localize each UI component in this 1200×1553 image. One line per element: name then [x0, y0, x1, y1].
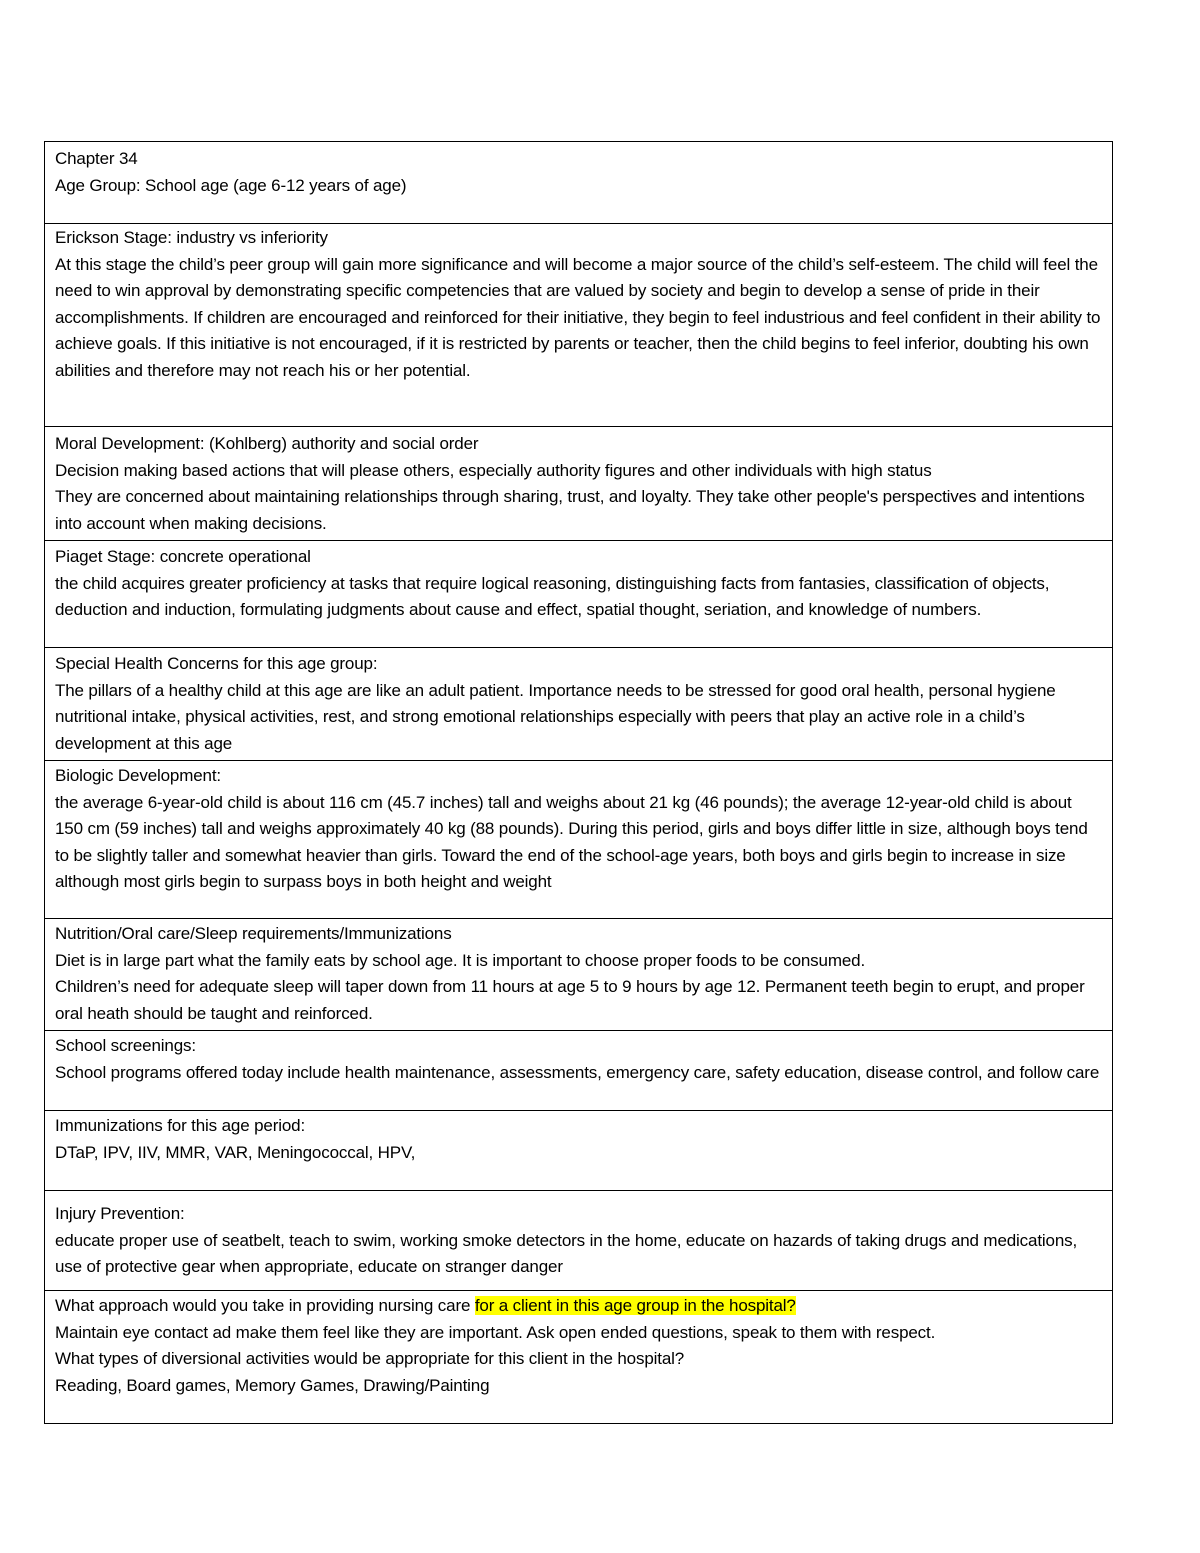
- special-health-cell: [45, 648, 1113, 761]
- piaget-heading: Piaget Stage: concrete operational: [55, 547, 311, 566]
- approach-question: [55, 1293, 1103, 1320]
- special-health-heading: Special Health Concerns for this age group:: [55, 654, 378, 673]
- piaget-row: [45, 541, 1113, 648]
- approach-answer: Maintain eye contact ad make them feel like they are important. Ask open ended questions, speak to them with respect.: [55, 1322, 936, 1342]
- immunizations-row: [45, 1111, 1113, 1191]
- injury-body: educate proper use of seatbelt, teach to swim, working smoke detectors in the home, educate on hazards of taking drugs and medications, use of protective gear when appropriate, educate on stranger danger: [55, 1230, 1078, 1276]
- moral-cell: [45, 427, 1113, 541]
- injury-row: [45, 1191, 1113, 1291]
- erikson-heading: Erickson Stage: industry vs inferiority: [55, 228, 328, 247]
- moral-line-2: They are concerned about maintaining relationships through sharing, trust, and loyalty. They take other people's perspectives and intentions into account when making decisions.: [55, 487, 1085, 533]
- age-group: Age Group: School age (age 6-12 years of age): [55, 175, 407, 195]
- moral-line-1: Decision making based actions that will please others, especially authority figures and other individuals with high status: [55, 460, 932, 480]
- approach-cell: [45, 1291, 1113, 1424]
- piaget-cell: [45, 541, 1113, 648]
- nutrition-cell: [45, 919, 1113, 1031]
- erikson-cell: [45, 224, 1113, 427]
- piaget-body: the child acquires greater proficiency at tasks that require logical reasoning, distinguishing facts from fantasies, classification of objects, deduction and induction, formulating judgments about cause and effect, spatial thought, seriation, and knowledge of numbers.: [55, 573, 1050, 619]
- moral-heading: Moral Development: (Kohlberg) authority and social order: [55, 434, 479, 453]
- nutrition-line-1: Diet is in large part what the family eats by school age. It is important to choose proper foods to be consumed.: [55, 950, 866, 970]
- activities-question: What types of diversional activities would be appropriate for this client in the hospital?: [55, 1349, 685, 1368]
- chapter-title: Chapter 34: [55, 149, 138, 168]
- special-health-body: The pillars of a healthy child at this age are like an adult patient. Importance needs to be stressed for good oral health, personal hygiene nutritional intake, physical activities, rest, and strong emotional relationships especially with peers that play an active role in a child’s development at this age: [55, 680, 1056, 753]
- biologic-body: the average 6-year-old child is about 116 cm (45.7 inches) tall and weighs about 21 kg (46 pounds); the average 12-year-old child is about 150 cm (59 inches) tall and weighs approximately 40 kg (88 pounds). During this period, girls and boys differ little in size, although boys tend to be slightly taller and somewhat heavier than girls. Toward the end of the school-age years, both boys and girls begin to increase in size although most girls begin to surpass boys in both height and weight: [55, 792, 1088, 891]
- screenings-cell: [45, 1031, 1113, 1111]
- erikson-body: At this stage the child’s peer group will gain more significance and will become a major source of the child’s self-esteem. The child will feel the need to win approval by demonstrating specific competencies that are valued by society and begin to develop a sense of pride in their accomplishments. If children are encouraged and reinforced for their initiative, they begin to feel industrious and feel confident in their ability to achieve goals. If this initiative is not encouraged, if it is restricted by parents or teacher, then the child begins to feel inferior, doubting his own abilities and therefore may not reach his or her potential.: [55, 254, 1101, 380]
- approach-question-highlight: for a client in this age group in the hospital?: [474, 1296, 796, 1315]
- chapter-cell: [45, 142, 1113, 224]
- care-plan-table: [44, 141, 1113, 1424]
- activities-answer: Reading, Board games, Memory Games, Drawing/Painting: [55, 1375, 490, 1395]
- biologic-heading: Biologic Development:: [55, 766, 221, 785]
- biologic-cell: [45, 761, 1113, 919]
- chapter-row: [45, 142, 1113, 224]
- injury-cell: [45, 1191, 1113, 1291]
- screenings-body: School programs offered today include health maintenance, assessments, emergency care, safety education, disease control, and follow care: [55, 1062, 1100, 1082]
- biologic-row: [45, 761, 1113, 919]
- screenings-heading: School screenings:: [55, 1036, 196, 1055]
- nutrition-line-2: Children’s need for adequate sleep will taper down from 11 hours at age 5 to 9 hours by age 12. Permanent teeth begin to erupt, and proper oral heath should be taught and reinforced.: [55, 977, 1085, 1023]
- approach-row: [45, 1291, 1113, 1424]
- immunizations-heading: Immunizations for this age period:: [55, 1116, 306, 1135]
- injury-heading: Injury Prevention:: [55, 1204, 185, 1223]
- moral-row: [45, 427, 1113, 541]
- nutrition-row: [45, 919, 1113, 1031]
- immunizations-body: DTaP, IPV, IIV, MMR, VAR, Meningococcal, HPV,: [55, 1142, 416, 1162]
- immunizations-cell: [45, 1111, 1113, 1191]
- special-health-row: [45, 648, 1113, 761]
- screenings-row: [45, 1031, 1113, 1111]
- approach-question-prefix: What approach would you take in providing nursing care: [55, 1296, 475, 1315]
- nutrition-heading: Nutrition/Oral care/Sleep requirements/Immunizations: [55, 924, 452, 943]
- erikson-row: [45, 224, 1113, 427]
